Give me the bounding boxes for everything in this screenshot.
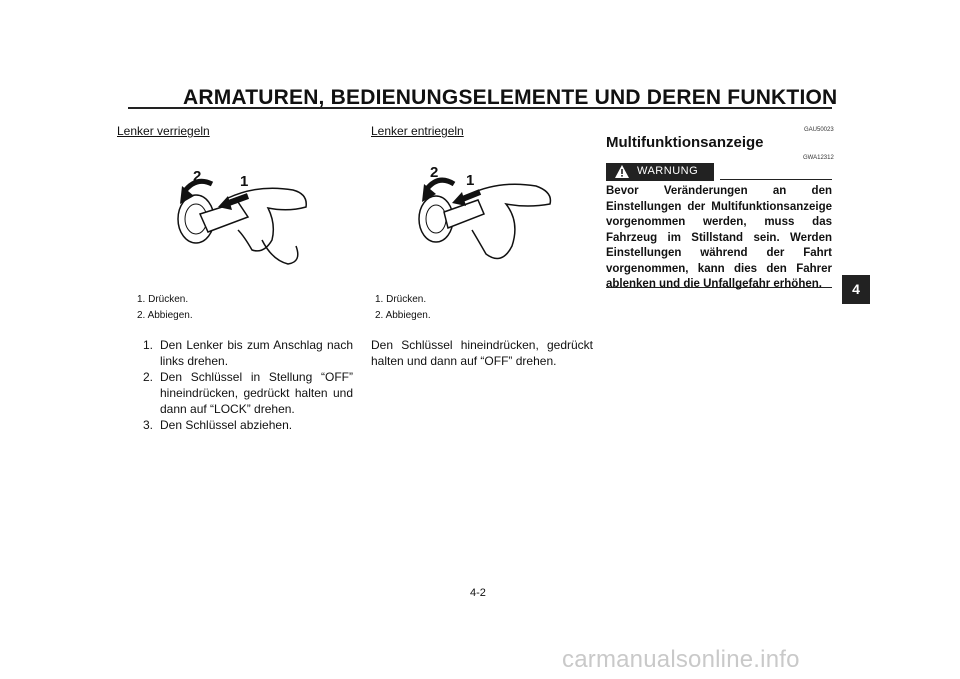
caption-item: 2. Abbiegen. — [137, 310, 193, 321]
figure-label-2: 2 — [430, 164, 439, 181]
doc-code: GWA12312 — [803, 155, 834, 161]
step-item — [143, 417, 353, 433]
hand-finger — [262, 240, 298, 264]
header-rule — [128, 107, 832, 109]
turn-arrow — [426, 180, 454, 190]
doc-code: GAU50023 — [804, 127, 834, 133]
figure-label-1: 1 — [466, 172, 475, 189]
warning-label-text: WARNUNG — [637, 165, 699, 177]
push-arrowhead — [452, 192, 466, 206]
step-number: 2. — [143, 370, 154, 384]
chapter-tab: 4 — [842, 275, 870, 304]
step-text: Den Schlüssel abziehen. — [160, 418, 293, 432]
step-number: 1. — [143, 338, 154, 352]
key-cylinder-inner — [426, 205, 446, 233]
figure-label-2: 2 — [193, 168, 202, 185]
warning-top-rule — [720, 179, 832, 180]
step-text: Den Lenker bis zum Anschlag nach links drehen. — [160, 338, 353, 368]
section-subtitle-lock: Lenker verriegeln — [117, 124, 210, 138]
lock-steps-list — [143, 337, 353, 433]
page-number: 4-2 — [470, 587, 486, 599]
step-text: Den Schlüssel in Stellung “OFF” hineindrücken, gedrückt halten und dann auf “LOCK” drehen. — [160, 370, 353, 416]
warning-text: Bevor Veränderungen an den Einstellungen der Multifunktionsanzeige vorgenommen werden, muss das Fahrzeug im Stillstand sein. Werden Einstellungen während der Fahrt vorgenommen, kann dies den Fahrer ablenken und die Unfallgefahr erhöhen. — [606, 185, 832, 290]
caption-item: 1. Drücken. — [375, 294, 427, 305]
warning-bottom-rule — [606, 287, 832, 288]
hand — [470, 184, 550, 258]
figure-label-1: 1 — [240, 173, 249, 190]
warning-triangle-icon — [614, 164, 630, 179]
step-item — [143, 369, 353, 417]
page-header-title: ARMATUREN, BEDIENUNGSELEMENTE UND DEREN FUNKTION — [183, 86, 838, 109]
caption-item: 1. Drücken. — [137, 294, 189, 305]
step-number: 3. — [143, 418, 154, 432]
section-heading: Multifunktionsanzeige — [606, 134, 764, 151]
warning-label — [606, 163, 714, 181]
unlock-instructions: Den Schlüssel hineindrücken, gedrückt halten und dann auf “OFF” drehen. — [371, 338, 593, 368]
caption-item: 2. Abbiegen. — [375, 310, 431, 321]
watermark: carmanualsonline.info — [562, 646, 800, 673]
caption-list — [137, 292, 193, 324]
caption-list — [375, 292, 431, 324]
section-subtitle-unlock: Lenker entriegeln — [371, 124, 464, 138]
step-item — [143, 337, 353, 369]
